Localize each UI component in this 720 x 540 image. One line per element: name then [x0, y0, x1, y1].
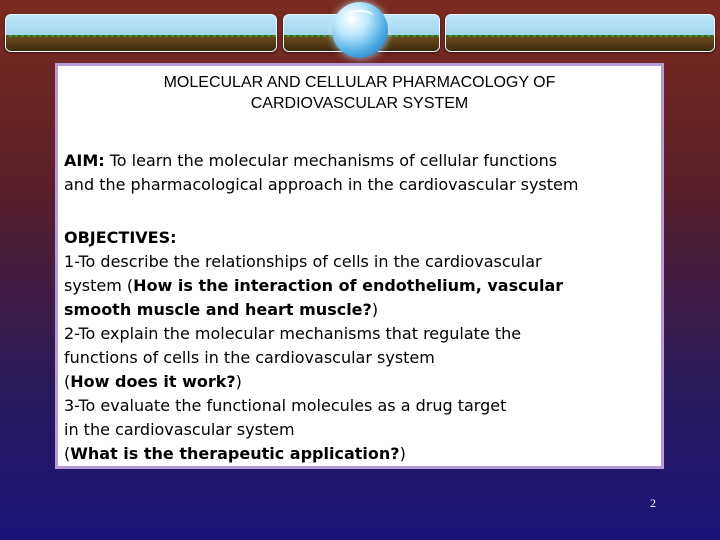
- objective-1-line-2: [64, 274, 651, 298]
- objective-3-question: What is the therapeutic application?: [70, 444, 400, 463]
- objective-2-line-2: functions of cells in the cardiovascular system: [64, 348, 435, 367]
- objective-3-line-1: 3-To evaluate the functional molecules as a drug target: [64, 396, 507, 415]
- objective-1-question-part-2: smooth muscle and heart muscle?: [64, 300, 372, 319]
- header-banner-left: [5, 14, 277, 52]
- content-panel: [55, 63, 664, 469]
- banner-ground: [446, 37, 714, 51]
- objective-3-line-2: in the cardiovascular system: [64, 420, 295, 439]
- banner-ground: [6, 37, 276, 51]
- aim-section: [64, 149, 651, 197]
- aim-line-2: and the pharmacological approach in the cardiovascular system: [64, 175, 579, 194]
- aim-label: AIM:: [64, 151, 105, 170]
- objective-1-question-part-1: How is the interaction of endothelium, vascular: [133, 276, 564, 295]
- objective-2-suffix: ): [235, 372, 242, 391]
- page-number: 2: [650, 496, 656, 510]
- objective-1-line-1: 1-To describe the relationships of cells in the cardiovascular: [64, 252, 542, 271]
- globe-shine: [346, 10, 374, 24]
- header-banner-right: [445, 14, 715, 52]
- objective-1-suffix: ): [371, 300, 379, 319]
- objectives-section: [64, 226, 651, 466]
- objective-3-prefix: (: [64, 444, 71, 463]
- objective-3-suffix: ): [399, 444, 406, 463]
- objective-1-line-3: [64, 298, 651, 322]
- aim-line-1: [64, 149, 651, 173]
- objectives-heading: OBJECTIVES:: [64, 228, 177, 247]
- objective-1-prefix: system (: [64, 276, 134, 295]
- objective-3-line-3: [64, 442, 651, 466]
- objective-2-prefix: (: [64, 372, 71, 391]
- title-line-1: MOLECULAR AND CELLULAR PHARMACOLOGY OF: [163, 74, 556, 91]
- slide-title: [58, 72, 661, 114]
- objective-2-line-1: 2-To explain the molecular mechanisms that regulate the: [64, 324, 522, 343]
- aim-text-1: To learn the molecular mechanisms of cellular functions: [104, 151, 558, 170]
- objective-2-question: How does it work?: [70, 372, 236, 391]
- title-line-2: CARDIOVASCULAR SYSTEM: [250, 95, 469, 112]
- objective-2-line-3: [64, 370, 651, 394]
- globe-icon: [332, 2, 388, 58]
